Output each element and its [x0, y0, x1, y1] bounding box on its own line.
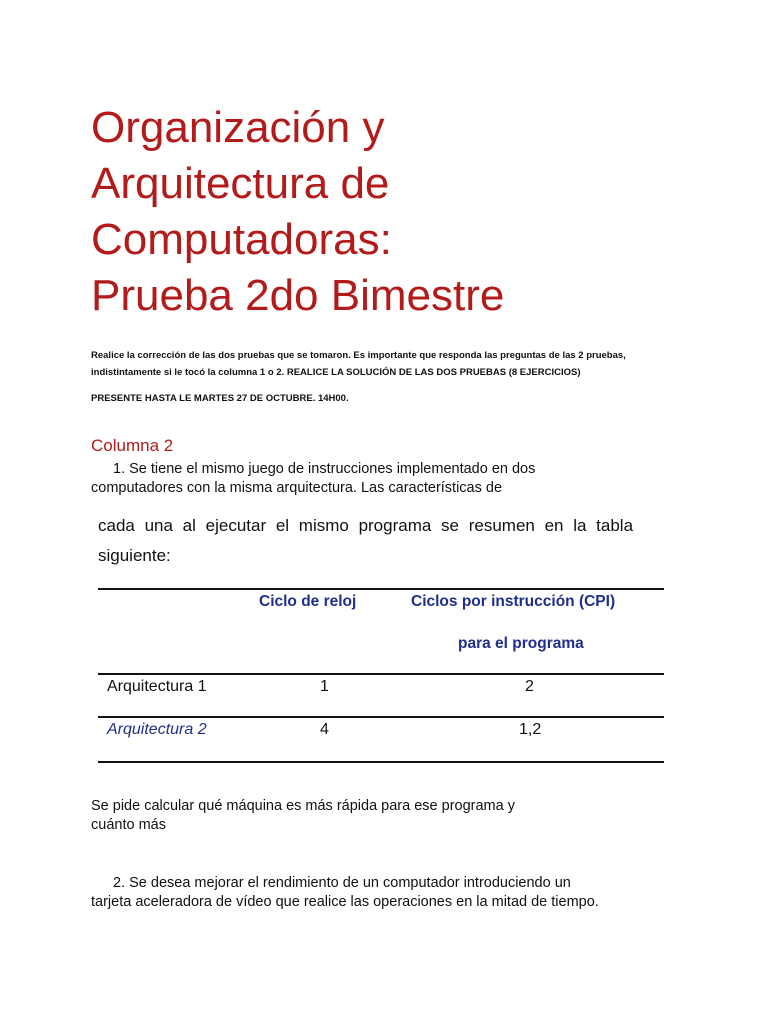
row-2-name: Arquitectura 2	[107, 721, 207, 738]
header-cpi-line-1: Ciclos por instrucción (CPI)	[411, 593, 616, 610]
question-1-scan-text	[98, 511, 658, 571]
header-cpi-line-2: para el programa	[458, 635, 584, 652]
row-2-clock: 4	[320, 721, 329, 738]
question-1	[91, 460, 611, 498]
question-1-request: Se pide calcular qué máquina es más rápida para ese programa y cuánto más	[91, 798, 515, 833]
row-2-cpi: 1,2	[519, 721, 542, 738]
row-1-cpi: 2	[525, 678, 534, 695]
scan-line-2: siguiente:	[98, 546, 171, 565]
question-2	[91, 874, 611, 912]
title-line-3: Computadoras:	[91, 215, 392, 264]
document-title	[91, 100, 731, 324]
question-2-number: 2.	[113, 875, 126, 891]
header-clock: Ciclo de reloj	[259, 593, 357, 610]
scan-line-1: cada una al ejecutar el mismo programa se resumen en la tabla	[98, 516, 634, 535]
column-heading: Columna 2	[91, 436, 174, 455]
question-2-text: Se desea mejorar el rendimiento de un computador introduciendo un tarjeta aceleradora de vídeo que realice las operaciones en la mitad de tiempo.	[91, 875, 599, 910]
deadline-note: PRESENTE HASTA LE MARTES 27 DE OCTUBRE. 14H00.	[91, 393, 349, 404]
title-line-1: Organización y	[91, 103, 385, 152]
table-bottom-rule	[98, 761, 664, 763]
title-line-4: Prueba 2do Bimestre	[91, 271, 505, 320]
table-header-rule	[98, 673, 664, 675]
question-1-text: Se tiene el mismo juego de instrucciones implementado en dos computadores con la misma arquitectura. Las características de	[91, 461, 536, 496]
row-1-name: Arquitectura 1	[107, 678, 207, 695]
row-1-clock: 1	[320, 678, 329, 695]
table-row-rule	[98, 716, 664, 718]
table-top-rule	[98, 588, 664, 590]
question-1-number: 1.	[113, 461, 126, 477]
instructions-paragraph: Realice la corrección de las dos pruebas que se tomaron. Es importante que responda las preguntas de las 2 pruebas, indistintamente si le tocó la columna 1 o 2. REALICE LA SOLUCIÓN DE LAS DOS PRUEBAS (8 EJERCICIOS)	[91, 350, 626, 378]
title-line-2: Arquitectura de	[91, 159, 390, 208]
